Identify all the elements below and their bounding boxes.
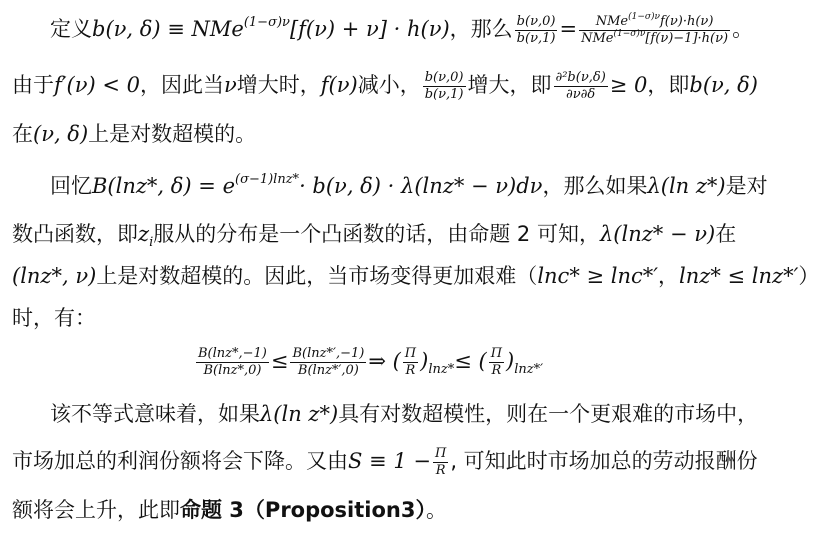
text: ）: [798, 264, 819, 288]
math-b-def: b(ν, δ) ≡ NMe: [92, 17, 244, 41]
math: · b(ν, δ) · λ(lnz* − ν)dν: [299, 174, 543, 198]
fraction-b-lnz-prime: [290, 346, 366, 379]
text: 市场加总的利润份额将会下降。又由: [12, 449, 348, 473]
paragraph-line-7: [12, 304, 96, 332]
text: ，因此当: [140, 73, 224, 97]
fraction-b-lnz: [196, 346, 269, 379]
denominator: R: [491, 363, 502, 378]
denominator: [579, 31, 730, 47]
text: 数凸函数，即: [12, 222, 138, 246]
denominator: B(lnz*′,0): [297, 363, 359, 378]
le-sign: ≤: [270, 349, 289, 373]
fraction-b-ratio: [423, 70, 466, 103]
paragraph-line-8: [50, 400, 758, 428]
fraction-pi-r: [403, 346, 418, 379]
math: f′(ν) < 0: [54, 73, 140, 97]
num-b: f(ν)·h(ν): [660, 14, 714, 29]
paragraph-line-10: [12, 496, 447, 524]
paragraph-line-1: [50, 14, 753, 47]
proposition-label: 命题 3（Proposition3）: [180, 498, 426, 522]
text: 回忆: [50, 174, 92, 198]
paren: ): [420, 349, 429, 373]
fraction-b-ratio: [515, 14, 558, 47]
math-exponent: (1−σ)ν: [243, 15, 290, 30]
text: 该不等式意味着，如果: [50, 402, 260, 426]
denominator: b(ν,1): [424, 87, 464, 102]
numerator: ∂²b(ν,δ): [555, 70, 606, 85]
text: 减小，: [357, 73, 421, 97]
numerator: B(lnz*,−1): [198, 346, 267, 361]
le-sign: ≤ (: [454, 349, 487, 373]
math: S ≡ 1 −: [348, 449, 431, 473]
text: 定义: [50, 17, 92, 41]
math-subscript: lnz*: [428, 362, 455, 377]
den-a: NMe: [581, 31, 614, 46]
text: 是对: [725, 174, 768, 198]
paragraph-line-2: [12, 70, 758, 103]
text: ，: [658, 264, 680, 288]
paragraph-line-5: [12, 220, 736, 248]
equals-sign: =: [559, 17, 578, 41]
denominator: R: [405, 363, 416, 378]
math-subscript: lnz*′: [514, 362, 544, 377]
text: 。: [425, 498, 447, 522]
paren: ): [506, 349, 515, 373]
text: 上是对数超模的。因此，当市场变得更加艰难（: [96, 264, 538, 288]
text: 服从的分布是一个凸函数的话，由命题 2 可知，: [153, 222, 600, 246]
denominator: B(lnz*,0): [203, 363, 262, 378]
denominator: b(ν,1): [516, 31, 556, 46]
text: 在: [715, 222, 737, 246]
numerator: b(ν,0): [424, 70, 464, 85]
implies-sign: ⇒ (: [368, 349, 401, 373]
paragraph-line-6: [12, 262, 819, 290]
numerator: [579, 14, 730, 31]
math: ν: [224, 73, 237, 97]
text: 具有对数超模性，则在一个更艰难的市场中，: [338, 402, 759, 426]
text: 增大，即: [467, 73, 552, 97]
text: 在: [12, 122, 33, 146]
math: (ν, δ): [33, 122, 89, 146]
math: f(ν): [320, 73, 358, 97]
math: B(lnz*, δ) = e: [92, 174, 235, 198]
paragraph-line-4: [50, 172, 768, 200]
text: 时，有：: [12, 306, 96, 330]
numerator: Π: [490, 346, 503, 361]
math-exponent: (σ−1)lnz*: [235, 172, 300, 187]
num-a: NMe: [595, 14, 629, 29]
math: (lnz*, ν): [12, 264, 97, 288]
num-sup: (1−σ)ν: [628, 12, 660, 22]
numerator: Π: [404, 346, 417, 361]
display-equation: [194, 346, 543, 379]
math: ≥ 0: [609, 73, 648, 97]
math: lnc* ≥ lnc*′: [537, 264, 659, 288]
fraction-nme: [579, 14, 730, 47]
text: ，那么: [449, 17, 513, 41]
text: 上是对数超模的。: [88, 122, 257, 146]
text: , 可知此时市场加总的劳动报酬份: [450, 449, 758, 473]
numerator: b(ν,0): [516, 14, 556, 29]
math: λ(lnz* − ν): [599, 222, 716, 246]
math: b(ν, δ): [689, 73, 758, 97]
fraction-pi-r: [433, 446, 448, 479]
denominator: R: [435, 463, 446, 478]
text: 由于: [12, 73, 54, 97]
math: z: [138, 222, 150, 246]
text: 增大时，: [236, 73, 321, 97]
text: 。: [732, 17, 754, 41]
den-sup: (1−σ)ν: [613, 29, 646, 39]
math: λ(ln z*): [260, 402, 339, 426]
fraction-pi-r: [489, 346, 504, 379]
text: ，即: [647, 73, 690, 97]
math: lnz* ≤ lnz*′: [679, 264, 799, 288]
denominator: ∂ν∂δ: [566, 87, 596, 102]
text: 额将会上升，此即: [12, 498, 180, 522]
math-subscript: i: [149, 235, 154, 250]
numerator: Π: [434, 446, 447, 461]
fraction-partial: [554, 70, 608, 103]
math-expr: [f(ν) + ν] · h(ν): [289, 17, 450, 41]
paragraph-line-3: [12, 120, 256, 148]
den-b: [f(ν)−1]·h(ν): [645, 31, 729, 46]
text: ，那么如果: [542, 174, 648, 198]
math: λ(ln z*): [647, 174, 726, 198]
numerator: B(lnz*′,−1): [292, 346, 365, 361]
paragraph-line-9: [12, 446, 758, 479]
